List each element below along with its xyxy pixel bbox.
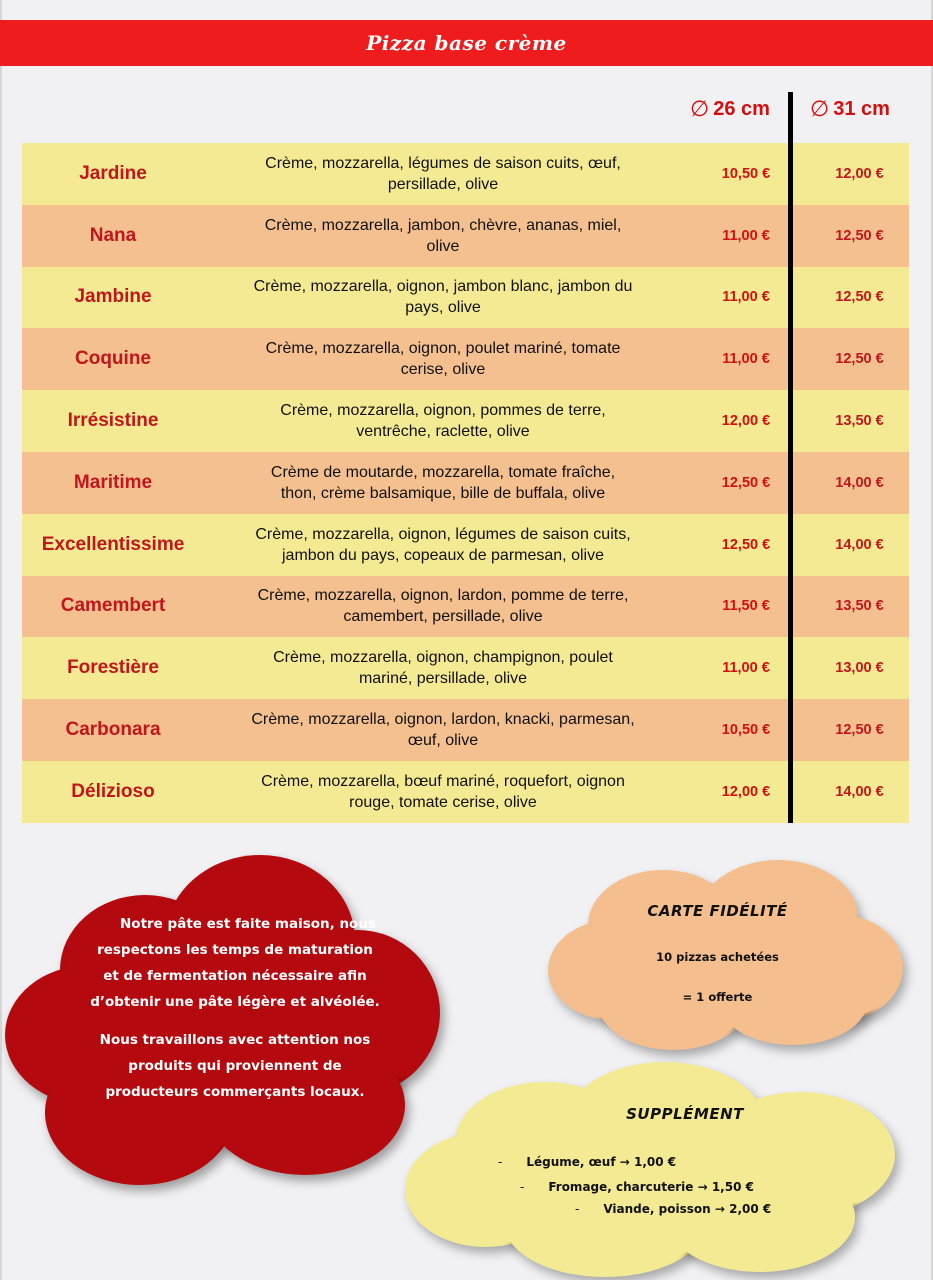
pizza-ingredients <box>204 153 682 195</box>
page-title: Pizza base crème <box>366 31 567 55</box>
supplements-title: SUPPLÉMENT <box>626 1105 744 1123</box>
price-31cm: 12,00 € <box>835 165 884 182</box>
menu-row <box>22 761 909 823</box>
supplement-item <box>575 1199 771 1219</box>
price-31cm: 12,50 € <box>835 289 884 306</box>
pizza-ingredients <box>204 276 682 318</box>
ingredients-line: Crème de moutarde, mozzarella, tomate fraîche, <box>270 463 616 481</box>
list-dash: - <box>520 1180 525 1194</box>
loyalty-card-title: CARTE FIDÉLITÉ <box>647 902 788 920</box>
pizza-ingredients <box>204 524 682 566</box>
menu-row <box>22 328 909 390</box>
size-label-26cm: 26 cm <box>713 97 770 120</box>
pizza-ingredients <box>204 709 682 751</box>
ingredients-line: Crème, mozzarella, oignon, champignon, poulet <box>273 649 613 667</box>
pizza-name: Excellentissime <box>41 533 185 555</box>
price-26cm: 11,50 € <box>722 598 770 615</box>
price-26cm: 12,00 € <box>721 413 771 430</box>
arrow-right-icon: → <box>619 1155 630 1169</box>
pizza-name: Forestière <box>67 657 159 679</box>
menu-row <box>22 452 909 514</box>
supplement-label: Légume, œuf <box>526 1155 616 1169</box>
price-31cm: 14,00 € <box>835 783 884 800</box>
pizza-name: Délizioso <box>71 780 155 802</box>
ingredients-line: persillade, olive <box>387 175 499 193</box>
dough-note-line: respectons les temps de maturation <box>97 942 373 958</box>
pizza-ingredients <box>204 400 682 442</box>
supplement-item <box>498 1152 676 1172</box>
pizza-name: Jambine <box>74 286 152 308</box>
supplement-price: 2,00 € <box>729 1202 772 1216</box>
ingredients-line: Crème, mozzarella, oignon, poulet mariné, tomate <box>265 340 621 358</box>
supplement-label: Viande, poisson <box>603 1202 711 1216</box>
ingredients-line: mariné, persillade, olive <box>358 670 528 688</box>
menu-row <box>22 514 909 576</box>
ingredients-line: cerise, olive <box>400 361 486 379</box>
ingredients-line: pays, olive <box>405 299 481 317</box>
price-31cm: 12,50 € <box>835 227 884 244</box>
pizza-ingredients <box>204 771 682 813</box>
menu-row <box>22 390 909 452</box>
ingredients-line: Crème, mozzarella, oignon, lardon, knacki, parmesan, <box>251 711 635 729</box>
pizza-name: Jardine <box>79 162 147 184</box>
menu-row <box>22 699 909 761</box>
diameter-icon: ∅ <box>690 96 710 121</box>
price-26cm: 11,00 € <box>722 660 770 677</box>
price-31cm: 12,50 € <box>835 351 884 368</box>
pizza-name: Coquine <box>75 348 151 370</box>
price-31cm: 13,00 € <box>835 660 884 677</box>
ingredients-line: thon, crème balsamique, bille de buffala, olive <box>280 484 606 502</box>
pizza-name: Camembert <box>60 595 166 617</box>
loyalty-card-line: = 1 offerte <box>682 990 753 1004</box>
dough-note-line: producteurs commerçants locaux. <box>105 1084 365 1100</box>
ingredients-line: rouge, tomate cerise, olive <box>349 793 537 811</box>
pizza-ingredients <box>204 585 682 627</box>
price-31cm: 12,50 € <box>835 722 884 739</box>
size-header-26cm <box>680 94 780 124</box>
price-31cm: 14,00 € <box>835 474 884 491</box>
ingredients-line: œuf, olive <box>407 732 479 750</box>
price-31cm: 13,50 € <box>835 598 884 615</box>
column-divider <box>788 92 793 823</box>
price-26cm: 12,50 € <box>721 536 771 553</box>
pizza-name: Irrésistine <box>67 410 159 432</box>
pizza-ingredients <box>204 462 682 504</box>
ingredients-line: ventrêche, raclette, olive <box>356 423 530 441</box>
arrow-right-icon: → <box>714 1202 725 1216</box>
pizza-ingredients <box>204 215 682 257</box>
pizza-name: Maritime <box>73 471 153 493</box>
loyalty-card-line: 10 pizzas achetées <box>656 950 779 964</box>
list-dash: - <box>498 1155 503 1169</box>
size-header-31cm <box>800 94 900 124</box>
price-26cm: 11,00 € <box>722 289 770 306</box>
menu-row <box>22 267 909 329</box>
price-31cm: 14,00 € <box>835 536 884 553</box>
ingredients-line: Crème, mozzarella, oignon, légumes de saison cuits, <box>255 525 631 543</box>
ingredients-line: olive <box>426 237 460 255</box>
price-26cm: 12,50 € <box>721 474 771 491</box>
price-26cm: 11,00 € <box>722 227 770 244</box>
price-31cm: 13,50 € <box>835 413 884 430</box>
size-label-31cm: 31 cm <box>833 97 890 120</box>
pizza-name: Nana <box>89 224 137 246</box>
price-26cm: 10,50 € <box>721 722 771 739</box>
pizza-menu-table <box>22 143 909 823</box>
pizza-name: Carbonara <box>65 719 161 741</box>
supplement-label: Fromage, charcuterie <box>548 1180 694 1194</box>
dough-note-line: Nous travaillons avec attention nos <box>99 1032 371 1048</box>
menu-row <box>22 143 909 205</box>
dough-note-line: produits qui proviennent de <box>128 1058 342 1074</box>
supplement-price: 1,00 € <box>633 1155 677 1169</box>
ingredients-line: Crème, mozzarella, légumes de saison cuits, œuf, <box>265 154 621 172</box>
diameter-icon: ∅ <box>810 96 830 121</box>
ingredients-line: Crème, mozzarella, jambon, chèvre, ananas, miel, <box>264 216 622 234</box>
title-bar <box>0 20 933 66</box>
supplement-price: 1,50 € <box>711 1180 754 1194</box>
dough-note-line: et de fermentation nécessaire afin <box>103 968 367 984</box>
pizza-ingredients <box>204 647 682 689</box>
ingredients-line: Crème, mozzarella, oignon, jambon blanc, jambon du <box>253 278 633 296</box>
price-26cm: 11,00 € <box>722 351 770 368</box>
ingredients-line: jambon du pays, copeaux de parmesan, olive <box>282 546 604 564</box>
dough-note-text <box>75 911 395 1105</box>
menu-row <box>22 205 909 267</box>
ingredients-line: Crème, mozzarella, oignon, pommes de terre, <box>280 402 606 420</box>
price-26cm: 12,00 € <box>721 783 771 800</box>
ingredients-line: Crème, mozzarella, oignon, lardon, pomme de terre, <box>257 587 629 605</box>
pizza-ingredients <box>204 338 682 380</box>
supplement-item <box>520 1177 754 1197</box>
ingredients-line: camembert, persillade, olive <box>343 608 543 626</box>
menu-row <box>22 576 909 638</box>
list-dash: - <box>575 1202 580 1216</box>
ingredients-line: Crème, mozzarella, bœuf mariné, roquefort, oignon <box>261 772 625 790</box>
dough-note-line: d’obtenir une pâte légère et alvéolée. <box>90 994 380 1010</box>
arrow-right-icon: → <box>697 1180 708 1194</box>
price-26cm: 10,50 € <box>721 165 771 182</box>
menu-row <box>22 637 909 699</box>
dough-note-line: Notre pâte est faite maison, nous <box>120 916 376 932</box>
